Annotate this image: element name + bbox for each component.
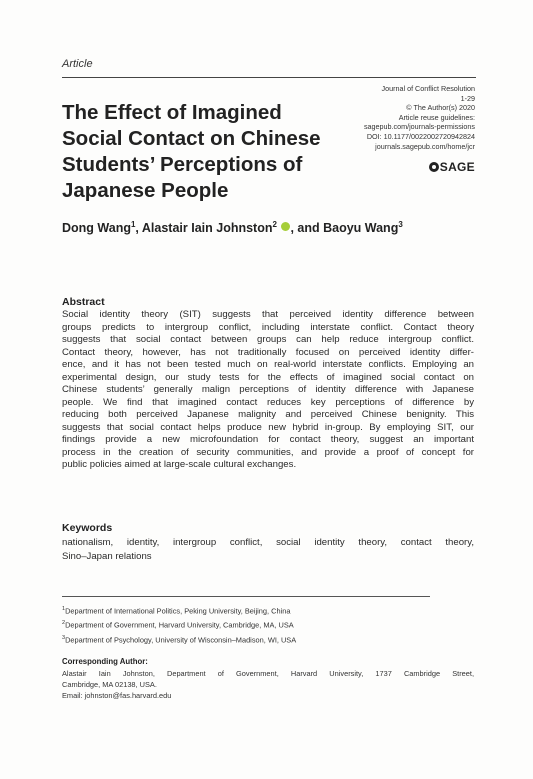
abstract-line: findings provide a new microfoundation for contact theory, suggest an important: [62, 434, 474, 445]
affiliation-marker: 3: [62, 634, 66, 641]
permissions-link[interactable]: sagepub.com/journals-permissions: [363, 122, 475, 132]
title-line: Students’ Perceptions of: [62, 153, 303, 176]
author-affiliation-marker: 3: [398, 220, 403, 229]
author-separator: , and: [290, 221, 324, 236]
keywords-line: nationalism, identity, intergroup conflict, social identity theory, contact theory,: [62, 537, 474, 548]
abstract-line: Chinese students’ generally malign perceptions of identity difference with Japanese: [62, 384, 474, 395]
copyright-line: © The Author(s) 2020: [406, 103, 475, 113]
affiliation-marker: 1: [62, 606, 66, 612]
keywords-body: [62, 536, 474, 563]
affiliation-item: [62, 603, 296, 617]
author-affiliation-marker: 2: [272, 220, 277, 229]
author-name: Alastair Iain Johnston: [141, 221, 273, 236]
author-name: Dong Wang: [62, 221, 131, 236]
author-separator: ,: [135, 221, 142, 236]
affiliations-list: [62, 603, 296, 646]
affiliation-item: [62, 617, 296, 631]
title-line: Japanese People: [62, 179, 229, 202]
abstract-line: public policies aimed at large-scale cultural exchanges.: [62, 459, 297, 470]
author-affiliation-marker: 1: [130, 220, 136, 229]
footnote-divider: [62, 596, 430, 597]
abstract-line: ence, and it has not been tested much on real-world interstate conflicts. Employing an: [62, 359, 474, 370]
corresponding-address-line: Alastair Iain Johnston, Department of Government, Harvard University, 1737 Cambridge Street,: [62, 669, 474, 678]
affiliation-text: Department of International Politics, Peking University, Beijing, China: [65, 606, 291, 616]
author-name: Baoyu Wang: [323, 221, 399, 236]
abstract-body: [62, 309, 474, 472]
doi-link[interactable]: DOI: 10.1177/0022002720942824: [366, 131, 475, 141]
abstract-line: suggests that social contact between groups can help reduce intergroup conflict.: [62, 334, 474, 345]
header-divider: [62, 77, 476, 78]
abstract-line: process in the creation of security communities, and provide a proof of concept for: [62, 446, 474, 458]
abstract-line: Contact theory, however, has not traditionally focused on perceived identity differ-: [62, 346, 474, 358]
publisher-logo: [429, 160, 475, 174]
affiliation-item: [62, 632, 296, 646]
sage-logo-mark: [429, 162, 439, 172]
publisher-logo-text: SAGE: [439, 160, 475, 174]
author-list: [62, 220, 403, 235]
journal-home-link[interactable]: journals.sagepub.com/home/jcr: [375, 141, 475, 151]
article-type-label: Article: [62, 58, 93, 70]
affiliation-text: Department of Psychology, University of Wisconsin–Madison, WI, USA: [65, 635, 297, 645]
article-title: [62, 100, 352, 204]
affiliation-text: Department of Government, Harvard University, Cambridge, MA, USA: [65, 620, 294, 630]
journal-name: Journal of Conflict Resolution: [381, 84, 475, 93]
abstract-line: Social identity theory (SIT) suggests that perceived identity difference between: [62, 309, 474, 320]
corresponding-author-heading: Corresponding Author:: [62, 657, 148, 666]
abstract-line: people. We find that imagined contact reduces key perceptions of difference by: [62, 396, 474, 408]
abstract-line: reducing both perceived Japanese malignity and perceived Chinese benignity. This: [62, 409, 474, 420]
reuse-guidelines-label: Article reuse guidelines:: [398, 112, 475, 122]
abstract-heading: Abstract: [62, 296, 105, 308]
title-line: The Effect of Imagined: [62, 101, 282, 124]
corresponding-address-line: Cambridge, MA 02138, USA.: [62, 680, 157, 689]
affiliation-marker: 2: [62, 620, 66, 627]
title-line: Social Contact on Chinese: [62, 127, 321, 150]
keywords-line: Sino–Japan relations: [62, 550, 152, 562]
keywords-heading: Keywords: [62, 522, 113, 534]
corresponding-email[interactable]: Email: johnston@fas.harvard.edu: [62, 691, 172, 700]
abstract-line: experimental design, our study tests for the effects of imagined social contact on: [62, 371, 474, 383]
page-range: 1-29: [460, 93, 475, 103]
abstract-line: groups predicts to intergroup conflict, including interstate conflict. Contact theory: [62, 321, 474, 333]
corresponding-author-details: [62, 668, 474, 701]
abstract-line: suggests that social contact helps produce new hybrid in-group. By employing SIT, our: [62, 421, 474, 433]
